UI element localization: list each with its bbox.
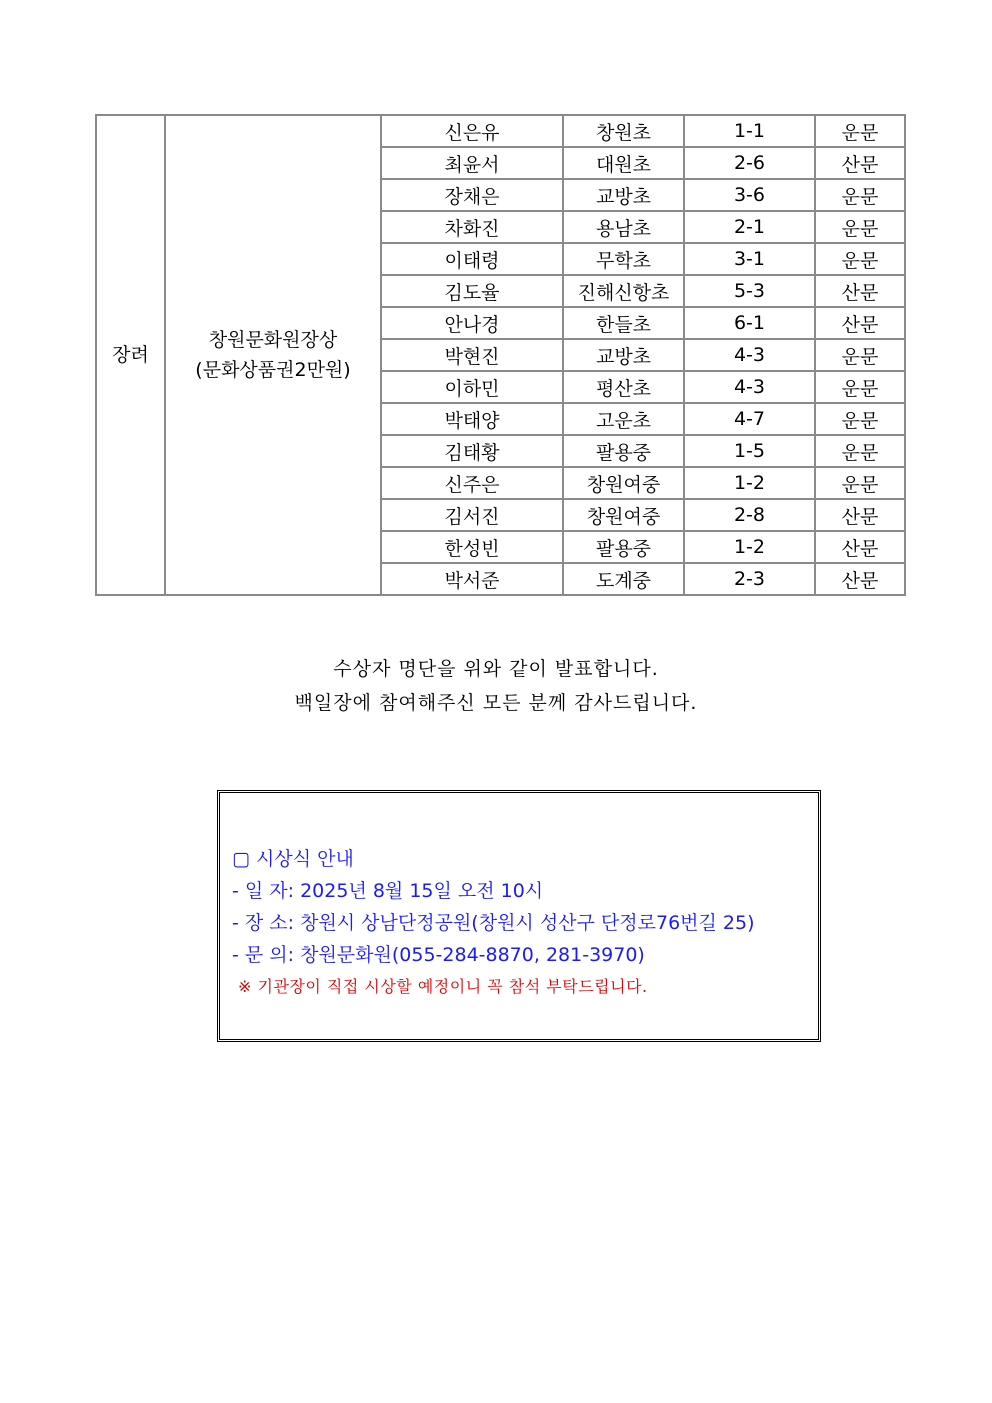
winner-genre-cell: 운문 <box>815 243 905 275</box>
winner-class-cell: 2-8 <box>684 499 815 531</box>
winner-genre-cell: 운문 <box>815 115 905 147</box>
winner-school-cell: 용남초 <box>563 211 684 243</box>
winner-genre-cell: 산문 <box>815 499 905 531</box>
winner-class-cell: 6-1 <box>684 307 815 339</box>
winner-class-cell: 1-2 <box>684 467 815 499</box>
winner-name-cell: 차화진 <box>381 211 563 243</box>
winner-name-cell: 이태령 <box>381 243 563 275</box>
winner-name-cell: 김도율 <box>381 275 563 307</box>
winner-name-cell: 박현진 <box>381 339 563 371</box>
winner-class-cell: 2-3 <box>684 563 815 595</box>
ceremony-contact: - 문 의: 창원문화원(055-284-8870, 281-3970) <box>232 944 645 966</box>
winner-name-cell: 신주은 <box>381 467 563 499</box>
ceremony-info-box <box>217 790 821 1042</box>
winner-class-cell: 1-2 <box>684 531 815 563</box>
winner-school-cell: 대원초 <box>563 147 684 179</box>
award-prize-cell <box>165 115 381 595</box>
winner-class-cell: 5-3 <box>684 275 815 307</box>
winner-genre-cell: 산문 <box>815 275 905 307</box>
winner-genre-cell: 운문 <box>815 211 905 243</box>
winner-class-cell: 4-7 <box>684 403 815 435</box>
winner-genre-cell: 운문 <box>815 179 905 211</box>
winner-genre-cell: 산문 <box>815 307 905 339</box>
winner-school-cell: 평산초 <box>563 371 684 403</box>
winner-name-cell: 이하민 <box>381 371 563 403</box>
winner-genre-cell: 운문 <box>815 435 905 467</box>
table-row <box>96 115 905 147</box>
winner-school-cell: 팔용중 <box>563 531 684 563</box>
winner-name-cell: 장채은 <box>381 179 563 211</box>
winner-school-cell: 창원여중 <box>563 467 684 499</box>
ceremony-place: - 장 소: 창원시 상남단정공원(창원시 성산구 단정로76번길 25) <box>232 912 755 934</box>
winner-name-cell: 김서진 <box>381 499 563 531</box>
winner-class-cell: 1-1 <box>684 115 815 147</box>
winner-class-cell: 2-1 <box>684 211 815 243</box>
winner-name-cell: 김태황 <box>381 435 563 467</box>
winner-school-cell: 교방초 <box>563 339 684 371</box>
winner-genre-cell: 산문 <box>815 563 905 595</box>
winner-school-cell: 팔용중 <box>563 435 684 467</box>
winner-school-cell: 교방초 <box>563 179 684 211</box>
winner-name-cell: 박서준 <box>381 563 563 595</box>
winner-school-cell: 고운초 <box>563 403 684 435</box>
winner-class-cell: 1-5 <box>684 435 815 467</box>
winner-school-cell: 진해신항초 <box>563 275 684 307</box>
winner-class-cell: 4-3 <box>684 339 815 371</box>
winner-class-cell: 2-6 <box>684 147 815 179</box>
winner-name-cell: 최윤서 <box>381 147 563 179</box>
ceremony-attendance-note: ※ 기관장이 직접 시상할 예정이니 꼭 참석 부탁드립니다. <box>238 977 648 996</box>
award-category-cell: 장려 <box>96 115 165 595</box>
closing-announcement: 수상자 명단을 위와 같이 발표합니다. <box>333 658 659 680</box>
prize-name: 창원문화원장상 <box>208 329 338 351</box>
winner-name-cell: 안나경 <box>381 307 563 339</box>
winner-school-cell: 창원초 <box>563 115 684 147</box>
winner-name-cell: 박태양 <box>381 403 563 435</box>
winner-school-cell: 도계중 <box>563 563 684 595</box>
winner-genre-cell: 산문 <box>815 531 905 563</box>
winner-school-cell: 무학초 <box>563 243 684 275</box>
winner-school-cell: 창원여중 <box>563 499 684 531</box>
ceremony-date: - 일 자: 2025년 8월 15일 오전 10시 <box>232 880 544 902</box>
winner-genre-cell: 운문 <box>815 371 905 403</box>
winner-genre-cell: 운문 <box>815 339 905 371</box>
winner-class-cell: 4-3 <box>684 371 815 403</box>
winner-genre-cell: 산문 <box>815 147 905 179</box>
prize-detail: (문화상품권2만원) <box>195 359 351 381</box>
winner-genre-cell: 운문 <box>815 403 905 435</box>
winner-genre-cell: 운문 <box>815 467 905 499</box>
closing-thanks: 백일장에 참여해주신 모든 분께 감사드립니다. <box>294 692 698 714</box>
winner-school-cell: 한들초 <box>563 307 684 339</box>
ceremony-title: ▢ 시상식 안내 <box>232 848 354 870</box>
award-winners-table <box>95 114 906 596</box>
winner-class-cell: 3-6 <box>684 179 815 211</box>
winner-name-cell: 한성빈 <box>381 531 563 563</box>
winner-name-cell: 신은유 <box>381 115 563 147</box>
winner-class-cell: 3-1 <box>684 243 815 275</box>
